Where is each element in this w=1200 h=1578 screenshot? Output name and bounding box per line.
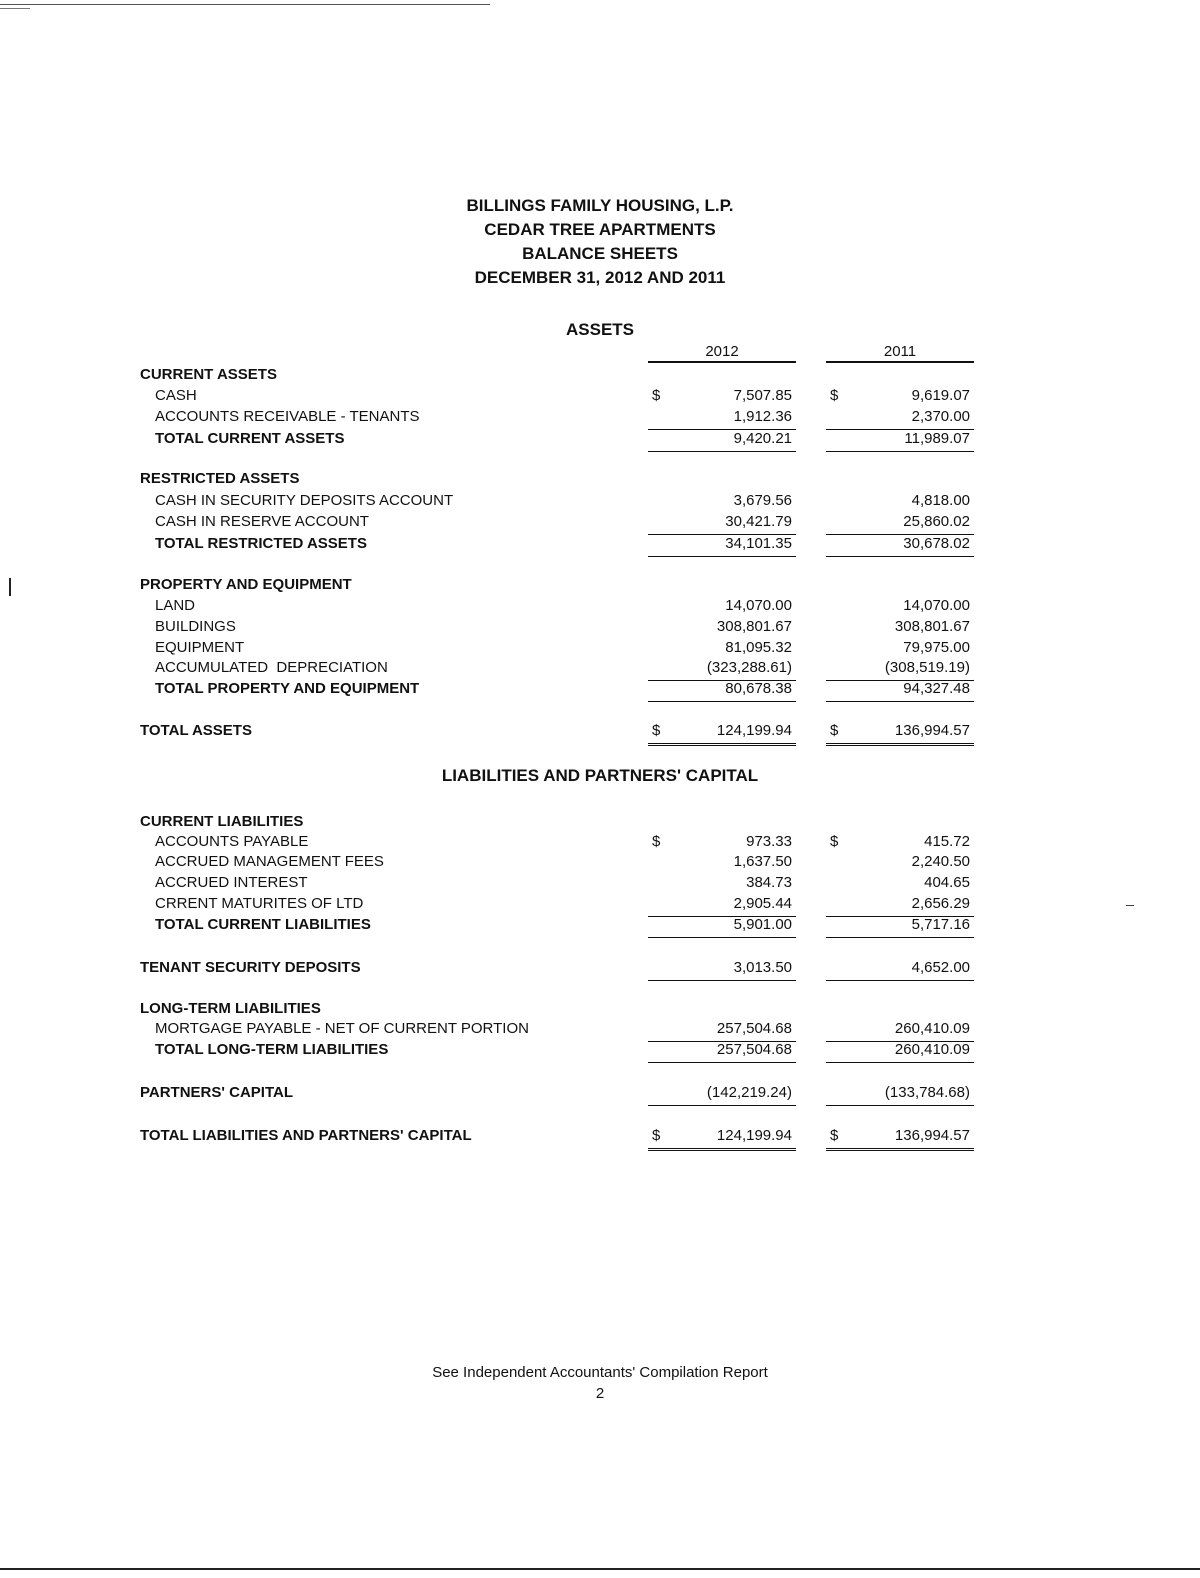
- value-2011: 308,801.67: [894, 618, 970, 635]
- value-2011: 4,652.00: [911, 959, 970, 976]
- dollar-sign: $: [652, 387, 661, 404]
- value-2011: (308,519.19): [884, 659, 970, 676]
- row-buildings: [0, 618, 1200, 640]
- section-current-assets: [0, 366, 1200, 388]
- row-label: EQUIPMENT: [155, 639, 245, 656]
- dollar-sign: $: [652, 722, 661, 739]
- scan-edge-line: [0, 8, 30, 9]
- scan-edge-line: [0, 1568, 1200, 1570]
- row-total-current-liabilities: [0, 916, 1200, 938]
- column-header-2012: 2012: [648, 343, 796, 363]
- value-2011: 4,818.00: [911, 492, 970, 509]
- value-2012: 1,637.50: [733, 853, 792, 870]
- value-2011: 136,994.57: [894, 722, 970, 739]
- row-label: CURRENT LIABILITIES: [140, 813, 304, 830]
- value-2012: 81,095.32: [725, 639, 792, 656]
- row-label: ACCRUED INTEREST: [155, 874, 308, 891]
- row-cash: [0, 387, 1200, 409]
- row-total-long-term-liabilities: [0, 1041, 1200, 1063]
- row-label: PARTNERS' CAPITAL: [140, 1084, 294, 1101]
- row-total-property-equipment: [0, 680, 1200, 702]
- row-label: PROPERTY AND EQUIPMENT: [140, 576, 352, 593]
- value-2012: 14,070.00: [725, 597, 792, 614]
- row-accumulated-depreciation: [0, 659, 1200, 681]
- row-label: TOTAL PROPERTY AND EQUIPMENT: [155, 680, 420, 697]
- row-label: CRRENT MATURITES OF LTD: [155, 895, 364, 912]
- company-name: BILLINGS FAMILY HOUSING, L.P.: [466, 196, 734, 215]
- row-total-assets: [0, 722, 1200, 744]
- row-label: TOTAL ASSETS: [140, 722, 252, 739]
- value-2012: 80,678.38: [725, 680, 792, 697]
- page-number: 2: [595, 1385, 605, 1402]
- row-total-current-assets: [0, 430, 1200, 452]
- compilation-report-note: See Independent Accountants' Compilation Report: [432, 1364, 768, 1381]
- dollar-sign: $: [652, 833, 661, 850]
- row-accrued-management-fees: [0, 853, 1200, 875]
- row-label: TOTAL RESTRICTED ASSETS: [155, 535, 367, 552]
- value-2012: 2,905.44: [733, 895, 792, 912]
- section-restricted-assets: [0, 470, 1200, 492]
- value-2011: 25,860.02: [903, 513, 970, 530]
- value-2012: 973.33: [746, 833, 792, 850]
- value-2011: 9,619.07: [911, 387, 970, 404]
- row-label: CASH IN RESERVE ACCOUNT: [155, 513, 369, 530]
- column-header-2011: 2011: [826, 343, 974, 363]
- section-current-liabilities: [0, 813, 1200, 835]
- statement-title: BALANCE SHEETS: [522, 244, 678, 263]
- row-label: TOTAL CURRENT LIABILITIES: [155, 916, 371, 933]
- value-2012: 124,199.94: [716, 1127, 792, 1144]
- value-2011: (133,784.68): [884, 1084, 970, 1101]
- row-label: TOTAL CURRENT ASSETS: [155, 430, 345, 447]
- row-land: [0, 597, 1200, 619]
- document-header: [0, 194, 1200, 290]
- value-2012: 7,507.85: [733, 387, 792, 404]
- assets-title: ASSETS: [565, 320, 635, 339]
- row-label: MORTGAGE PAYABLE - NET OF CURRENT PORTION: [155, 1020, 529, 1037]
- row-label: RESTRICTED ASSETS: [140, 470, 300, 487]
- dollar-sign: $: [830, 833, 839, 850]
- row-accounts-payable: [0, 833, 1200, 855]
- value-2012: (142,219.24): [706, 1084, 792, 1101]
- value-2011: 79,975.00: [903, 639, 970, 656]
- row-accrued-interest: [0, 874, 1200, 896]
- row-label: TENANT SECURITY DEPOSITS: [140, 959, 361, 976]
- value-2011: 2,240.50: [911, 853, 970, 870]
- value-2012: 30,421.79: [725, 513, 792, 530]
- row-label: ACCRUED MANAGEMENT FEES: [155, 853, 384, 870]
- row-label: BUILDINGS: [155, 618, 236, 635]
- row-tenant-security-deposits: [0, 959, 1200, 981]
- value-2012: 257,504.68: [716, 1041, 792, 1058]
- row-label: ACCUMULATED DEPRECIATION: [155, 659, 388, 676]
- value-2012: 5,901.00: [733, 916, 792, 933]
- row-security-deposits-account: [0, 492, 1200, 514]
- row-total-restricted-assets: [0, 535, 1200, 557]
- statement-date: DECEMBER 31, 2012 AND 2011: [474, 268, 726, 287]
- row-mortgage-payable: [0, 1020, 1200, 1042]
- value-2012: 124,199.94: [716, 722, 792, 739]
- value-2012: 384.73: [746, 874, 792, 891]
- value-2011: 2,656.29: [911, 895, 970, 912]
- value-2011: 2,370.00: [911, 408, 970, 425]
- scan-edge-line: [0, 4, 490, 5]
- row-label: CASH IN SECURITY DEPOSITS ACCOUNT: [155, 492, 454, 509]
- value-2012: (323,288.61): [706, 659, 792, 676]
- value-2011: 136,994.57: [894, 1127, 970, 1144]
- value-2011: 30,678.02: [903, 535, 970, 552]
- value-2011: 404.65: [924, 874, 970, 891]
- row-label: TOTAL LONG-TERM LIABILITIES: [155, 1041, 389, 1058]
- value-2012: 9,420.21: [733, 430, 792, 447]
- row-label: LONG-TERM LIABILITIES: [140, 1000, 321, 1017]
- row-reserve-account: [0, 513, 1200, 535]
- row-label: LAND: [155, 597, 196, 614]
- dollar-sign: $: [830, 387, 839, 404]
- property-name: CEDAR TREE APARTMENTS: [484, 220, 716, 239]
- row-partners-capital: [0, 1084, 1200, 1106]
- section-property-equipment: [0, 576, 1200, 598]
- liabilities-title: LIABILITIES AND PARTNERS' CAPITAL: [441, 766, 759, 785]
- row-label: ACCOUNTS PAYABLE: [155, 833, 309, 850]
- value-2012: 257,504.68: [716, 1020, 792, 1037]
- dollar-sign: $: [830, 722, 839, 739]
- row-label: CASH: [155, 387, 197, 404]
- value-2012: 1,912.36: [733, 408, 792, 425]
- value-2012: 3,013.50: [733, 959, 792, 976]
- value-2011: 5,717.16: [911, 916, 970, 933]
- row-accounts-receivable: [0, 408, 1200, 430]
- value-2011: 260,410.09: [894, 1041, 970, 1058]
- value-2011: 14,070.00: [903, 597, 970, 614]
- row-label: TOTAL LIABILITIES AND PARTNERS' CAPITAL: [140, 1127, 472, 1144]
- dollar-sign: $: [830, 1127, 839, 1144]
- value-2011: 260,410.09: [894, 1020, 970, 1037]
- value-2012: 308,801.67: [716, 618, 792, 635]
- row-label: ACCOUNTS RECEIVABLE - TENANTS: [155, 408, 420, 425]
- dollar-sign: $: [652, 1127, 661, 1144]
- section-long-term-liabilities: [0, 1000, 1200, 1022]
- value-2012: 34,101.35: [725, 535, 792, 552]
- row-total-liabilities-capital: [0, 1127, 1200, 1149]
- row-label: CURRENT ASSETS: [140, 366, 277, 383]
- value-2012: 3,679.56: [733, 492, 792, 509]
- row-equipment: [0, 639, 1200, 661]
- row-current-maturities-ltd: [0, 895, 1200, 917]
- value-2011: 415.72: [924, 833, 970, 850]
- value-2011: 94,327.48: [903, 680, 970, 697]
- value-2011: 11,989.07: [904, 430, 970, 447]
